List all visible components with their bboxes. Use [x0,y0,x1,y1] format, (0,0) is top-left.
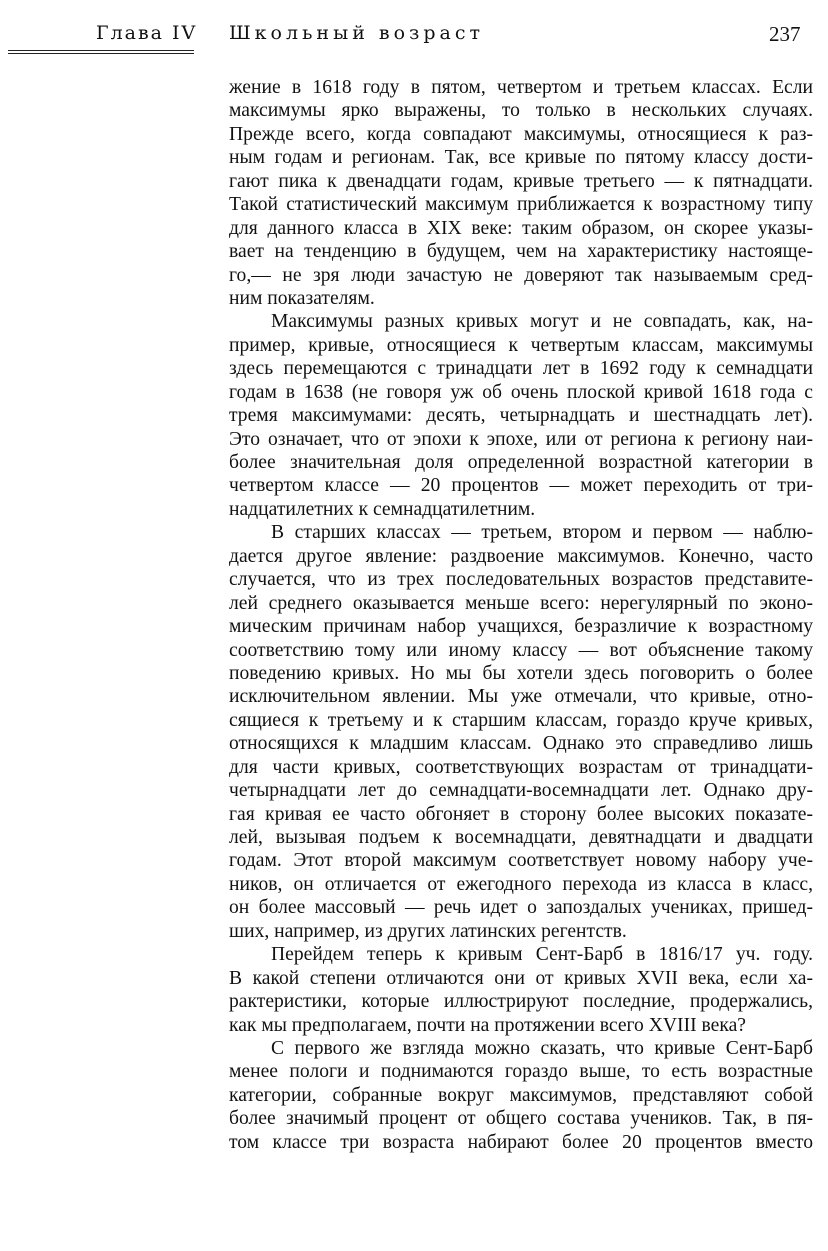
text-line: ших, например, из других латинских регентств. [229,920,627,942]
text-line: относящихся к младшим классам. Однако это справедливо лишь [229,733,813,755]
text-line: категории, собранные вокруг максимумов, представляют собой [229,1084,813,1106]
text-line: ным годам и регионам. Так, все кривые по пятому классу дости- [229,147,813,169]
text-line: четырнадцати лет до семнадцати-восемнадцати лет. Однако дру- [229,780,813,802]
text-line: мическим причинам набор учащихся, безразличие к возрастному [229,616,813,638]
text-line: дается другое явление: раздвоение максимумов. Конечно, часто [229,545,813,567]
text-line: Такой статистический максимум приближается к возрастному типу [229,194,813,216]
header-rule [8,50,194,51]
text-line: как мы предполагаем, почти на протяжении всего XVIII века? [229,1014,746,1036]
text-line: годам в 1638 (не говоря уж об очень плоской кривой 1618 года с [229,381,813,403]
section-title: Школьный возраст [229,22,485,44]
text-line: соответствию тому или иному классу — вот объяснение такому [229,639,813,661]
text-line: тремя максимумами: десять, четырнадцать и шестнадцать лет). [229,405,813,427]
running-header [0,0,828,52]
text-line: для части кривых, соответствующих возрастам от тринадцати- [229,756,813,778]
chapter-label: Глава IV [96,22,198,44]
text-line: для данного класса в XIX веке: таким образом, он скорее указы- [229,217,813,239]
paragraph-start-line: Перейдем теперь к кривым Сент-Барб в 1816/17 уч. году. [271,944,813,966]
text-line: лей среднего оказывается меньше всего: нерегулярный по эконо- [229,592,813,614]
text-line: поведению кривых. Но мы бы хотели здесь поговорить о более [229,662,813,684]
text-line: Это означает, что от эпохи к эпохе, или от региона к региону наи- [229,428,813,450]
paragraph-start-line: С первого же взгляда можно сказать, что кривые Сент-Барб [271,1037,813,1059]
body-text [229,76,813,1154]
text-line: том классе три возраста набирают более 20 процентов вместо [229,1131,813,1153]
text-line: пример, кривые, относящиеся к четвертым классам, максимумы [229,334,813,356]
text-line: надцатилетних к семнадцатилетним. [229,498,536,520]
text-line: лей, вызывая подъем к восемнадцати, девятнадцати и двадцати [229,827,813,848]
paragraph-start-line: Максимумы разных кривых могут и не совпадать, как, на- [271,311,813,333]
text-line: жение в 1618 году в пятом, четвертом и третьем классах. Если [229,77,813,98]
text-line: рактеристики, которые иллюстрируют последние, продержались, [229,991,813,1013]
text-line: более значительная доля определенной возрастной категории в [229,452,813,473]
text-line: более значимый процент от общего состава учеников. Так, в пя- [229,1108,813,1130]
text-line: годам. Этот второй максимум соответствует новому набору уче- [229,850,813,872]
text-line: сящиеся к третьему и к старшим классам, гораздо круче кривых, [229,709,813,731]
text-line: он более массовый — речь идет о запоздалых учениках, пришед- [229,897,813,919]
text-line: гают пика к двенадцати годам, кривые третьего — к пятнадцати. [229,170,813,192]
text-line: вает на тенденцию в будущем, чем на характеристику настояще- [229,241,813,263]
paragraph-start-line: В старших классах — третьем, втором и первом — наблю- [271,522,813,544]
text-line: го,— не зря люди зачастую не доверяют так называемым сред- [229,264,813,286]
page-number: 237 [769,22,801,46]
header-rule-secondary [8,53,194,54]
text-line: менее пологи и поднимаются гораздо выше, то есть возрастные [229,1061,813,1083]
text-line: случается, что из трех последовательных возрастов представите- [229,569,813,591]
text-line: ним показателям. [229,287,375,309]
text-line: здесь перемещаются с тринадцати лет в 1692 году к семнадцати [229,358,813,380]
text-line: четвертом классе — 20 процентов — может переходить от три- [229,475,813,497]
text-line: В какой степени отличаются они от кривых XVII века, если ха- [229,967,813,989]
text-line: гая кривая ее часто обгоняет в сторону более высоких показате- [229,803,813,825]
text-line: максимумы ярко выражены, то только в нескольких случаях. [229,100,813,122]
text-line: ников, он отличается от ежегодного перехода из класса в класс, [229,873,813,895]
text-line: исключительном явлении. Мы уже отмечали, что кривые, отно- [229,686,813,708]
text-line: Прежде всего, когда совпадают максимумы, относящиеся к раз- [229,123,813,145]
